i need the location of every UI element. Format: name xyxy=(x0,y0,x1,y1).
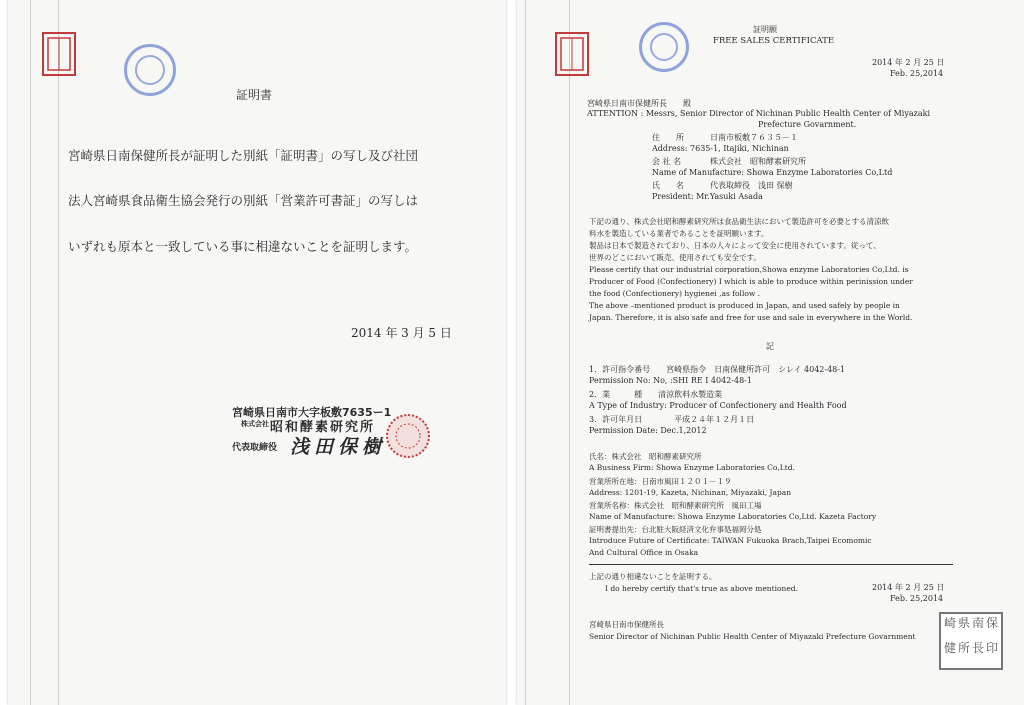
official-round-stamp xyxy=(639,22,689,72)
seal-icon xyxy=(388,416,428,456)
firm-line: 証明書提出先：台北駐大阪経済文化弁事処福岡分処 xyxy=(589,525,762,534)
document-title: 証明書 xyxy=(236,88,273,102)
certify-en: I do hereby certify that's true as above mentioned. xyxy=(605,584,798,593)
para-en-line: Japan. Therefore, it is also safe and free for use and sale in everywhere in the World. xyxy=(589,313,913,322)
stamp-representative-name: 浅田保樹 xyxy=(290,436,387,458)
body-line: 法人宮崎県食品衛生協会発行の別紙「営業許可書証」の写しは xyxy=(68,193,419,208)
stamp-company-prefix: 株式会社 xyxy=(241,420,269,428)
certificate-title-ja: 証明願 xyxy=(753,25,777,34)
manufacture-en: Name of Manufacture: Showa Enzyme Laboratories Co,Ltd xyxy=(652,168,893,177)
president-en: President: Mr.Yasuki Asada xyxy=(652,192,763,201)
body-line: 宮崎県日南保健所長が証明した別紙「証明書」の写し及び社団 xyxy=(68,148,419,163)
address-ja-label: 住 所 xyxy=(652,133,684,142)
certificate-title-en: FREE SALES CERTIFICATE xyxy=(713,36,835,46)
company-ja: 株式会社 昭和酵素研究所 xyxy=(710,157,806,166)
page-edge xyxy=(30,0,31,705)
date-bottom-en: Feb. 25,2014 xyxy=(890,594,944,603)
issue-date: 2014 年 3 月 5 日 xyxy=(351,326,452,340)
date-bottom-ja: 2014 年 2 月 25 日 xyxy=(872,583,945,592)
right-certificate-page xyxy=(517,0,1024,705)
seal-glyph: 南 xyxy=(971,616,984,630)
company-square-seal xyxy=(42,32,76,76)
seal-glyph: 健 xyxy=(943,641,956,655)
para-ja-line: 世界のどこにおいて販売、使用されても安全です。 xyxy=(589,253,761,262)
signer-en: Senior Director of Nichinan Public Health Center of Miyazaki Prefecture Govarnment xyxy=(589,632,916,641)
seal-glyph: 県 xyxy=(957,616,970,630)
para-en-line: The above –mentioned product is produced in Japan, and used safely by people in xyxy=(589,301,900,310)
para-ja-line: 下記の通り、株式会社昭和酵素研究所は食品衛生法において製造許可を必要とする清涼飲 xyxy=(589,217,889,226)
permission-item: Permission Date: Dec.1,2012 xyxy=(589,426,707,435)
stamp-address: 宮崎県日南市大字板敷7635ー1 xyxy=(232,406,392,419)
stamp-title: 代表取締役 xyxy=(232,443,278,453)
ki-heading: 記 xyxy=(766,342,774,351)
attention-cont: Prefecture Govarnment. xyxy=(758,120,857,129)
attention-line: ATTENTION : Messrs, Senior Director of Nichinan Public Health Center of Miyazaki xyxy=(587,109,931,118)
para-en-line: the food (Confectionery) hygienei ,as follow . xyxy=(589,289,761,298)
para-en-line: Producer of Food (Confectionery) I which is able to produce within perinission under xyxy=(589,277,913,286)
seal-glyph: 所 xyxy=(957,641,970,655)
firm-line: Name of Manufacture: Showa Enzyme Laboratories Co,Ltd. Kazeta Factory xyxy=(589,512,877,521)
name-ja: 代表取締役 浅田 保樹 xyxy=(710,181,793,190)
para-ja-line: 料水を製造している業者であることを証明願います。 xyxy=(589,229,769,238)
page-edge xyxy=(58,0,59,705)
firm-line: Introduce Future of Certificate: TAIWAN Fukuoka Brach,Taipei Ecomomic xyxy=(589,536,872,545)
firm-line: 氏名：株式会社 昭和酵素研究所 xyxy=(589,452,702,461)
page-edge xyxy=(525,0,526,705)
seal-glyph: 保 xyxy=(985,616,998,630)
para-ja-line: 製品は日本で製造されており、日本の人々によって安全に使用されています。従って、 xyxy=(589,241,881,250)
signer-ja: 宮崎県日南市保健所長 xyxy=(589,620,664,629)
name-ja-label: 氏 名 xyxy=(652,181,684,190)
stamp-company-name: 昭和酵素研究所 xyxy=(270,420,376,435)
seal-glyph: 長 xyxy=(971,641,984,655)
permission-item: 2．業 種 清涼飲料水製造業 xyxy=(589,390,723,399)
permission-item: Permission No: No, :SHI RE I 4042-48-1 xyxy=(589,376,752,385)
date-top-en: Feb. 25,2014 xyxy=(890,69,944,78)
official-square-seal xyxy=(939,612,1003,670)
round-stamp-icon xyxy=(127,47,173,93)
page-edge xyxy=(569,0,570,705)
certify-ja: 上記の通り相違ないことを証明する。 xyxy=(589,572,717,581)
firm-line: And Cultural Office in Osaka xyxy=(589,548,699,557)
address-ja: 日南市板敷７６３５－１ xyxy=(710,133,798,142)
round-stamp-icon xyxy=(642,25,686,69)
permission-item: 3．許可年月日 平成２４年１２月１日 xyxy=(589,415,755,424)
square-seal-icon xyxy=(46,36,72,72)
square-seal-icon xyxy=(559,36,585,72)
official-round-stamp xyxy=(124,44,176,96)
firm-line: Address: 1201-19, Kazeta, Nichinan, Miyazaki, Japan xyxy=(589,488,792,497)
permission-item: A Type of Industry: Producer of Confectionery and Health Food xyxy=(589,401,847,410)
company-ja-label: 会 社 名 xyxy=(652,157,682,166)
addressee-ja: 宮崎県日南市保健所長 殿 xyxy=(587,99,691,108)
seal-glyph: 印 xyxy=(985,641,998,655)
firm-line: 営業所名称：株式会社 昭和酵素研究所 風田工場 xyxy=(589,501,762,510)
separator-line xyxy=(589,564,953,565)
left-document-page xyxy=(8,0,506,705)
body-line: いずれも原本と一致している事に相違ないことを証明します。 xyxy=(68,239,418,254)
para-en-line: Please certify that our industrial corporation,Showa enzyme Laboratories Co,Ltd. is xyxy=(589,265,909,274)
representative-round-seal xyxy=(386,414,430,458)
date-top-ja: 2014 年 2 月 25 日 xyxy=(872,58,945,67)
firm-line: 営業所所在地：日南市風田１２０１－１９ xyxy=(589,477,732,486)
firm-line: A Business Firm: Showa Enzyme Laboratories Co,Ltd. xyxy=(589,463,795,472)
address-en: Address: 7635-1, Itajiki, Nichinan xyxy=(652,144,789,153)
permission-item: 1．許可指令番号 宮崎県指令 日南保健所許可 シレイ 4042-48-1 xyxy=(589,365,846,374)
seal-glyph: 崎 xyxy=(943,616,956,630)
company-square-seal xyxy=(555,32,589,76)
